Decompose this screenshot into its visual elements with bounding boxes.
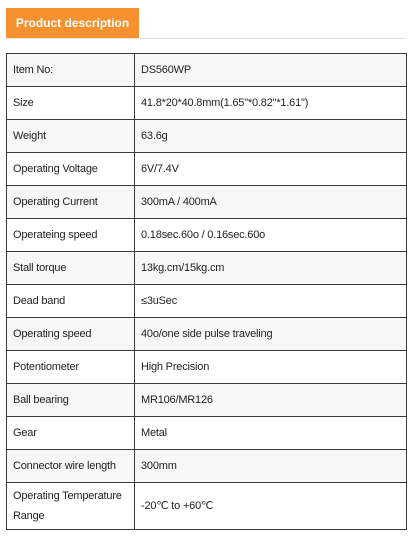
tab-product-description[interactable]: Product description — [6, 8, 139, 38]
spec-value: 300mA / 400mA — [135, 186, 407, 219]
table-row — [7, 87, 407, 120]
spec-label: Operating Voltage — [7, 153, 135, 186]
spec-label: Item No: — [7, 54, 135, 87]
table-row — [7, 54, 407, 87]
table-row — [7, 153, 407, 186]
spec-label: Operating Temperature Range — [7, 483, 135, 530]
table-row — [7, 318, 407, 351]
table-row — [7, 483, 407, 530]
spec-value: -20℃ to +60℃ — [135, 483, 407, 530]
spec-value: 6V/7.4V — [135, 153, 407, 186]
spec-label: Connector wire length — [7, 450, 135, 483]
table-row — [7, 120, 407, 153]
spec-value: 41.8*20*40.8mm(1.65"*0.82"*1.61") — [135, 87, 407, 120]
spec-value: DS560WP — [135, 54, 407, 87]
spec-label: Dead band — [7, 285, 135, 318]
table-row — [7, 384, 407, 417]
spec-label: Operateing speed — [7, 219, 135, 252]
table-row — [7, 219, 407, 252]
table-row — [7, 252, 407, 285]
spec-value: 13kg.cm/15kg.cm — [135, 252, 407, 285]
spec-value: ≤3uSec — [135, 285, 407, 318]
spec-label: Weight — [7, 120, 135, 153]
spec-value: MR106/MR126 — [135, 384, 407, 417]
spec-label: Operating Current — [7, 186, 135, 219]
table-row — [7, 186, 407, 219]
spec-label: Potentiometer — [7, 351, 135, 384]
spec-value: High Precision — [135, 351, 407, 384]
spec-value: 40o/one side pulse traveling — [135, 318, 407, 351]
spec-value: 300mm — [135, 450, 407, 483]
spec-label: Size — [7, 87, 135, 120]
table-row — [7, 450, 407, 483]
table-row — [7, 417, 407, 450]
spec-value: 0.18sec.60o / 0.16sec.60o — [135, 219, 407, 252]
spec-value: 63.6g — [135, 120, 407, 153]
spec-label: Gear — [7, 417, 135, 450]
spec-value: Metal — [135, 417, 407, 450]
table-row — [7, 351, 407, 384]
table-row — [7, 285, 407, 318]
spec-label: Ball bearing — [7, 384, 135, 417]
spec-label: Stall torque — [7, 252, 135, 285]
spec-table — [6, 53, 407, 530]
spec-label: Operating speed — [7, 318, 135, 351]
tab-divider — [6, 38, 406, 39]
